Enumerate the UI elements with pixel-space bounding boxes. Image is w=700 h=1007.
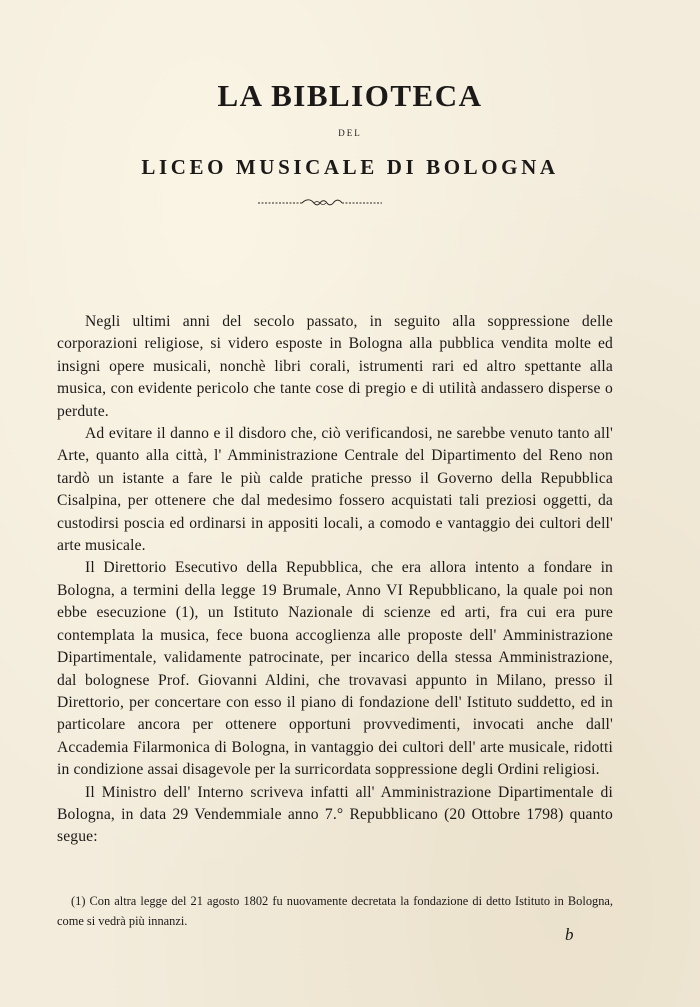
footnote: (1) Con altra legge del 21 agosto 1802 fu nuovamente decretata la fondazione di detto Istituto in Bologna, come si vedrà più innanzi. [57, 894, 613, 928]
body-text [57, 311, 613, 849]
paragraph: Negli ultimi anni del secolo passato, in seguito alla soppressione delle corporazioni religiose, si videro esposte in Bologna alla pubblica vendita molte ed insigni opere musicali, nonchè libri corali, istrumenti rari ed altro spettante alla musica, con evidente pericolo che tante cose di pregio e di utilità andassero disperse o perdute. [57, 313, 613, 420]
paragraph: Il Ministro dell' Interno scriveva infatti all' Amministrazione Dipartimentale di Bologna, in data 29 Vendemmiale anno 7.° Repubblicano (20 Ottobre 1798) quanto segue: [57, 783, 613, 846]
page-subtitle: LICEO MUSICALE DI BOLOGNA [141, 155, 559, 179]
paragraph: Ad evitare il danno e il disdoro che, ciò verificandosi, ne sarebbe venuto tanto all' Arte, quanto alla città, l' Amministrazione Centrale del Dipartimento del Reno non tardò un istante a fare le più calde pratiche presso il Governo della Repubblica Cisalpina, per ottenere che dal medesimo fossero acquistati tali preziosi oggetti, da custodirsi poscia ed ordinarsi in appositi locali, a comodo e vantaggio dei cultori dell' arte musicale. [57, 425, 613, 555]
paragraph: Il Direttorio Esecutivo della Repubblica, che era allora intento a fondare in Bologna, a termini della legge 19 Brumale, Anno VI Repubblicano, la quale poi non ebbe esecuzione (1), un Istituto Nazionale di scienze ed arti, fra cui era pure contemplata la musica, fece buona accoglienza alle proposte dell' Amministrazione Dipartimentale, validamente patrocinate, per incarico della stessa Amministrazione, dal bolognese Prof. Giovanni Aldini, che trovavasi appunto in Milano, presso il Direttorio, per concertare con esso il piano di fondazione dell' Istituto suddetto, ed in particolare ancora per ottenere opportuni provvedimenti, invocati anche dall' Accademia Filarmonica di Bologna, in vantaggio dei cultori dell' arte musicale, ridotti in condizione assai disagevole per la surricordata soppressione degli Ordini religiosi. [57, 559, 613, 779]
decorative-divider-icon [258, 196, 382, 210]
page-title: LA BIBLIOTECA [217, 78, 483, 113]
title-connector: DEL [338, 128, 362, 138]
signature-mark: b [565, 925, 574, 944]
